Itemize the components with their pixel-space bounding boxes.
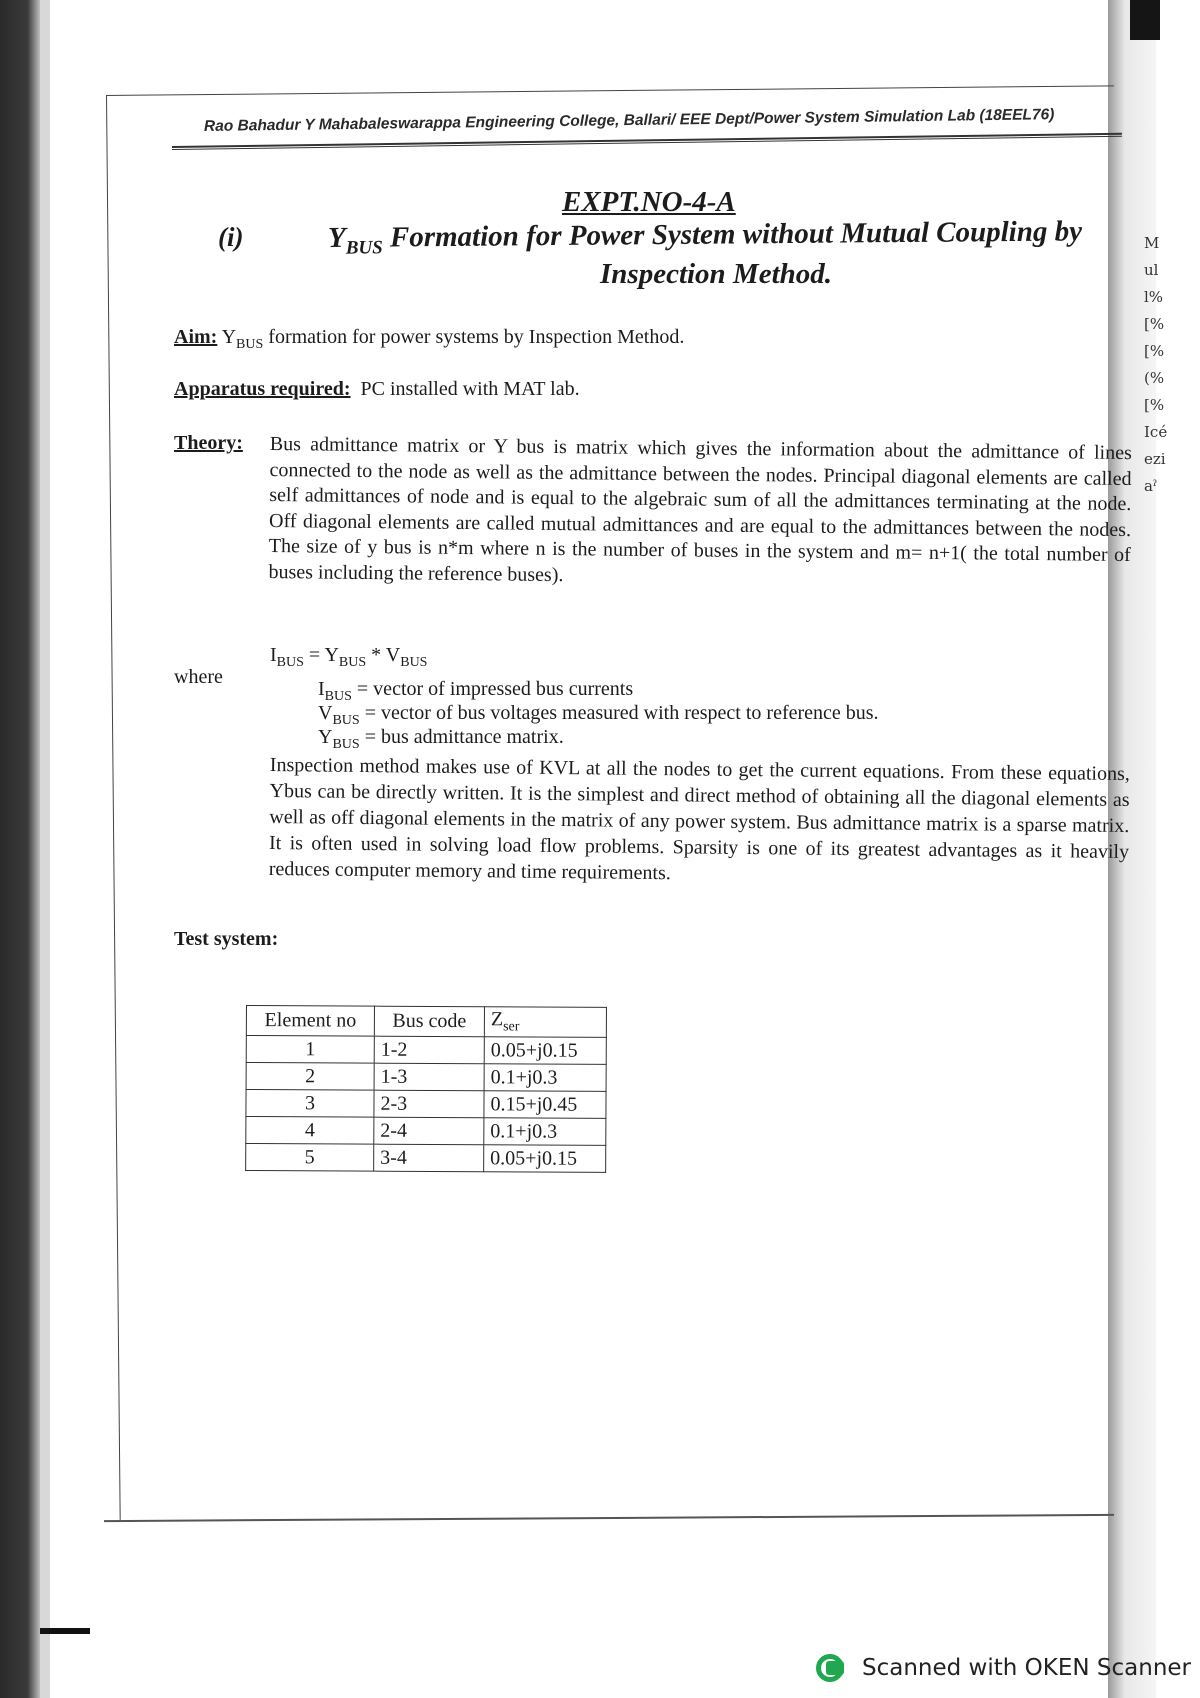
def-sym: I — [318, 678, 325, 700]
column-header — [484, 1007, 606, 1038]
test-system-table — [245, 1005, 607, 1173]
z-subscript: ser — [503, 1019, 520, 1035]
test-system-label: Test system: — [174, 928, 279, 950]
eq-i: I — [270, 644, 277, 666]
column-header: Bus code — [374, 1006, 484, 1037]
bus-code-cell: 1-3 — [374, 1063, 484, 1091]
theory-label-line — [174, 432, 243, 455]
column-header: Element no — [246, 1006, 374, 1037]
aim-line — [174, 326, 684, 353]
def-sub: BUS — [324, 689, 352, 704]
impedance-cell: 0.1+j0.3 — [484, 1064, 606, 1092]
inspection-paragraph: Inspection method makes use of KVL at all the nodes to get the current equations. From these equations, Ybus can be directly written. It is the simplest and direct method of obtaining all the diagonal elements as well as off diagonal elements in the matrix of any power system. Bus admittance matrix is a sparse matrix. It is often used in solving load flow problems. Sparsity is one of its greatest advantages as it heavily reduces computer memory and time requirements. — [268, 753, 1130, 885]
where-label: where — [174, 666, 223, 688]
element-no-cell: 3 — [246, 1090, 374, 1118]
bus-code-cell: 2-4 — [374, 1117, 484, 1145]
impedance-cell: 0.05+j0.15 — [484, 1145, 606, 1173]
definition-admittance — [318, 726, 564, 753]
z-symbol: Z — [490, 1008, 504, 1031]
def-text: = vector of bus voltages measured with respect to reference bus. — [359, 702, 879, 724]
table-row — [246, 1063, 606, 1092]
bus-code-cell: 3-4 — [374, 1144, 484, 1172]
equation — [270, 644, 427, 671]
eq-i-sub: BUS — [276, 655, 304, 670]
def-text: = vector of impressed bus currents — [351, 678, 634, 700]
eq-v-sub: BUS — [400, 655, 428, 670]
table-row — [246, 1117, 606, 1146]
scan-bottom-shadow — [40, 1628, 90, 1634]
oken-scanner-logo-icon — [816, 1652, 848, 1684]
def-text: = bus admittance matrix. — [359, 726, 564, 748]
element-no-cell: 1 — [246, 1036, 374, 1064]
def-sym: V — [318, 702, 333, 724]
section-number: (i) — [218, 222, 244, 252]
eq-v: V — [385, 644, 401, 666]
element-no-cell: 2 — [246, 1063, 374, 1091]
bus-code-cell: 1-2 — [374, 1036, 484, 1064]
scanner-watermark — [816, 1652, 1191, 1684]
eq-y-sub: BUS — [338, 655, 367, 670]
table-row — [246, 1144, 606, 1173]
eq-equals: = — [303, 644, 325, 666]
def-sub: BUS — [332, 737, 360, 752]
aim-text: formation for power systems by Inspection Method. — [263, 326, 685, 348]
page-header: Rao Bahadur Y Mahabaleswarappa Engineering College, Ballari/ EEE Dept/Power System Simulation Lab (18EEL76) — [203, 106, 1055, 135]
apparatus-label: Apparatus required: — [174, 378, 351, 400]
impedance-cell: 0.05+j0.15 — [484, 1037, 606, 1065]
table-row — [246, 1090, 606, 1119]
table-header-row — [246, 1006, 606, 1038]
definition-current — [318, 678, 633, 705]
apparatus-text: PC installed with MAT lab. — [360, 378, 580, 400]
scan-left-strip — [40, 0, 50, 1698]
element-no-cell: 4 — [246, 1117, 374, 1145]
element-no-cell: 5 — [246, 1144, 374, 1172]
bus-code-cell: 2-3 — [374, 1090, 484, 1118]
definition-voltage — [318, 702, 879, 729]
impedance-cell: 0.15+j0.45 — [484, 1091, 606, 1119]
experiment-title-line2: Inspection Method. — [600, 258, 833, 290]
experiment-title — [328, 215, 1082, 259]
theory-paragraph: Bus admittance matrix or Y bus is matrix which gives the information about the admittance of lines connected to the node as well as the admittance between the nodes. Principal diagonal elements are called self admittances of node and is equal to the algebraic sum of all the admittances terminating at the node. Off diagonal elements are called mutual admittances and are equal to the admittances between the nodes. The size of y bus is n*m where n is the number of buses in the system and m= n+1( the total number of buses including the reference buses). — [268, 432, 1132, 586]
eq-y: Y — [324, 644, 339, 666]
experiment-number: EXPT.NO-4-A — [562, 186, 736, 218]
title-rest: Formation for Power System without Mutual Coupling by — [382, 215, 1083, 254]
spine-corner — [1130, 0, 1160, 40]
title-y: Y — [327, 221, 346, 254]
apparatus-line — [174, 378, 580, 401]
watermark-text: Scanned with OKEN Scanner — [862, 1655, 1191, 1681]
aim-y: Y — [221, 326, 237, 348]
aim-label: Aim: — [174, 326, 218, 348]
impedance-cell: 0.1+j0.3 — [484, 1118, 606, 1146]
def-sub: BUS — [332, 713, 360, 728]
def-sym: Y — [318, 726, 333, 748]
title-sub: BUS — [345, 237, 383, 259]
theory-label: Theory: — [174, 432, 243, 454]
table-row — [246, 1036, 606, 1065]
eq-star: * — [366, 644, 386, 666]
aim-sub: BUS — [236, 337, 264, 352]
adjacent-page-fragment: Mull%[%[%(%[%Icéeziaˀ — [1144, 234, 1168, 495]
